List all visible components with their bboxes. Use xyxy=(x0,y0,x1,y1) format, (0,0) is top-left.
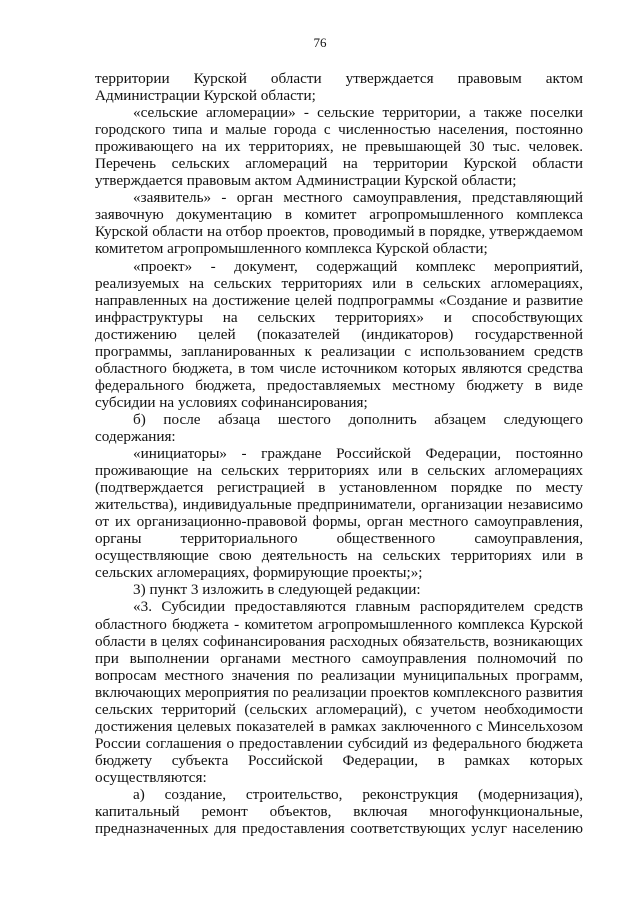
paragraph: а) создание, строительство, реконструкция (модернизация), капитальный ремонт объектов, включая многофункциональные, предназначенных для предоставления соответствующих услуг населению xyxy=(95,785,583,838)
paragraph: 3) пункт 3 изложить в следующей редакции: xyxy=(133,581,421,599)
paragraph: «проект» - документ, содержащий комплекс мероприятий, реализуемых на сельских территориях или в сельских агломерациях, направленных на достижение целей подпрограммы «Создание и развитие инфраструктуры на сельских территориях» и способствующих достижению целей (показателей (индикаторов) государственной программы, запланированных к реализации с использованием средств областного бюджета, в том числе источником которых являются средства федерального бюджета, предоставляемых местному бюджету в виде субсидии на условиях софинансирования; xyxy=(95,257,583,411)
paragraph: «инициаторы» - граждане Российской Федерации, постоянно проживающие на сельских территориях или в сельских агломерациях (подтверждается регистрацией в установленном порядке по месту жительства), индивидуальные предприниматели, организации независимо от их организационно-правовой формы, орган местного самоуправления, органы территориального общественного самоуправления, осуществляющие свою деятельность на сельских территориях или в сельских агломерациях, формирующие проекты;»; xyxy=(95,445,583,582)
paragraph: территории Курской области утверждается правовым актом Администрации Курской области; xyxy=(95,70,583,105)
paragraph: «сельские агломерации» - сельские территории, а также поселки городского типа и малые города с численностью населения, постоянно проживающего на их территориях, не превышающей 30 тыс. человек. Перечень сельских агломераций на территории Курской области утверждается правовым актом Администрации Курской области; xyxy=(95,104,583,190)
document-body xyxy=(95,70,583,837)
page-number: 76 xyxy=(313,35,327,50)
paragraph: «3. Субсидии предоставляются главным распорядителем средств областного бюджета - комитетом агропромышленного комплекса Курской области в целях софинансирования расходных обязательств, возникающих при выполнении органами местного самоуправления полномочий по вопросам местного значения по реализации муниципальных программ, включающих мероприятия по реализации проектов комплексного развития сельских территорий (сельских агломераций), с учетом необходимости достижения целевых показателей в рамках заключенного с Минсельхозом России соглашения о предоставлении субсидий из федерального бюджета бюджету субъекта Российской Федерации, в рамках которых осуществляются: xyxy=(95,598,583,786)
paragraph: «заявитель» - орган местного самоуправления, представляющий заявочную документацию в комитет агропромышленного комплекса Курской области на отбор проектов, проводимый в порядке, утверждаемом комитетом агропромышленного комплекса Курской области; xyxy=(95,189,583,258)
paragraph: б) после абзаца шестого дополнить абзацем следующего содержания: xyxy=(95,410,583,445)
